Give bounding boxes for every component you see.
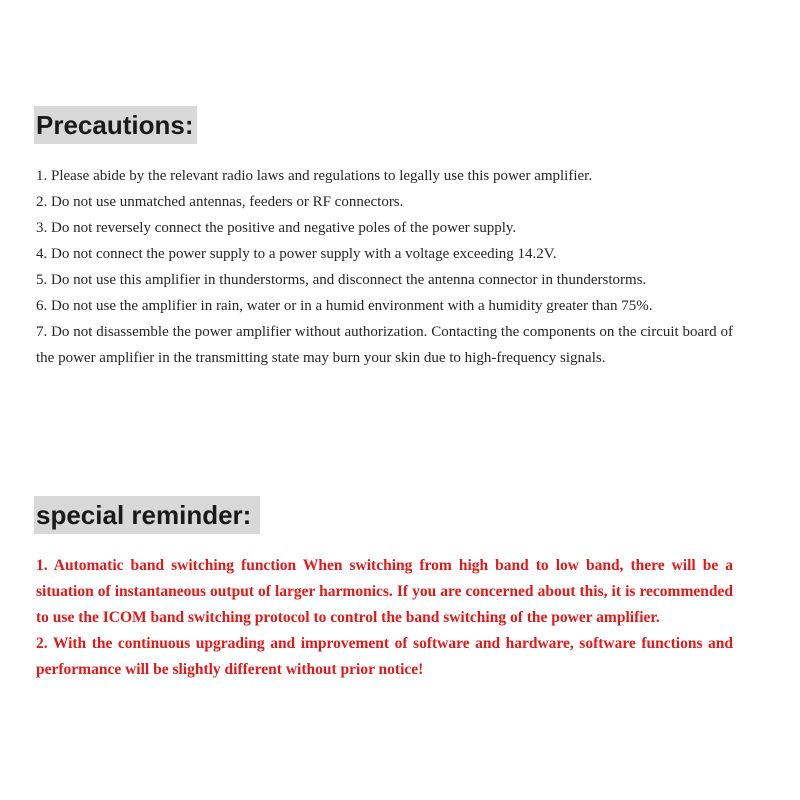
precaution-item-5: 5. Do not use this amplifier in thunderstorms, and disconnect the antenna connector in thunderstorms. bbox=[36, 272, 647, 288]
precaution-item-1: 1. Please abide by the relevant radio laws and regulations to legally use this power amplifier. bbox=[36, 168, 593, 184]
reminder-item-1: 1. Automatic band switching function When switching from high band to low band, there will be a situation of instantaneous output of larger harmonics. If you are concerned about this, it is recommended to use the ICOM band switching protocol to control the band switching of the power amplifier. bbox=[36, 557, 733, 626]
precautions-list bbox=[36, 163, 733, 371]
precaution-item-3: 3. Do not reversely connect the positive and negative poles of the power supply. bbox=[36, 220, 517, 236]
precaution-item-2: 2. Do not use unmatched antennas, feeders or RF connectors. bbox=[36, 194, 404, 210]
reminder-item-2: 2. With the continuous upgrading and improvement of software and hardware, software functions and performance will be slightly different without prior notice! bbox=[36, 635, 733, 678]
precaution-item-7: 7. Do not disassemble the power amplifier without authorization. Contacting the components on the circuit board of the power amplifier in the transmitting state may burn your skin due to high-frequency signals. bbox=[36, 324, 733, 366]
precaution-item-4: 4. Do not connect the power supply to a power supply with a voltage exceeding 14.2V. bbox=[36, 246, 557, 262]
special-reminder-heading: special reminder: bbox=[34, 496, 260, 534]
precautions-heading: Precautions: bbox=[34, 106, 197, 144]
special-reminder-list bbox=[36, 553, 733, 683]
precaution-item-6: 6. Do not use the amplifier in rain, water or in a humid environment with a humidity greater than 75%. bbox=[36, 298, 653, 314]
